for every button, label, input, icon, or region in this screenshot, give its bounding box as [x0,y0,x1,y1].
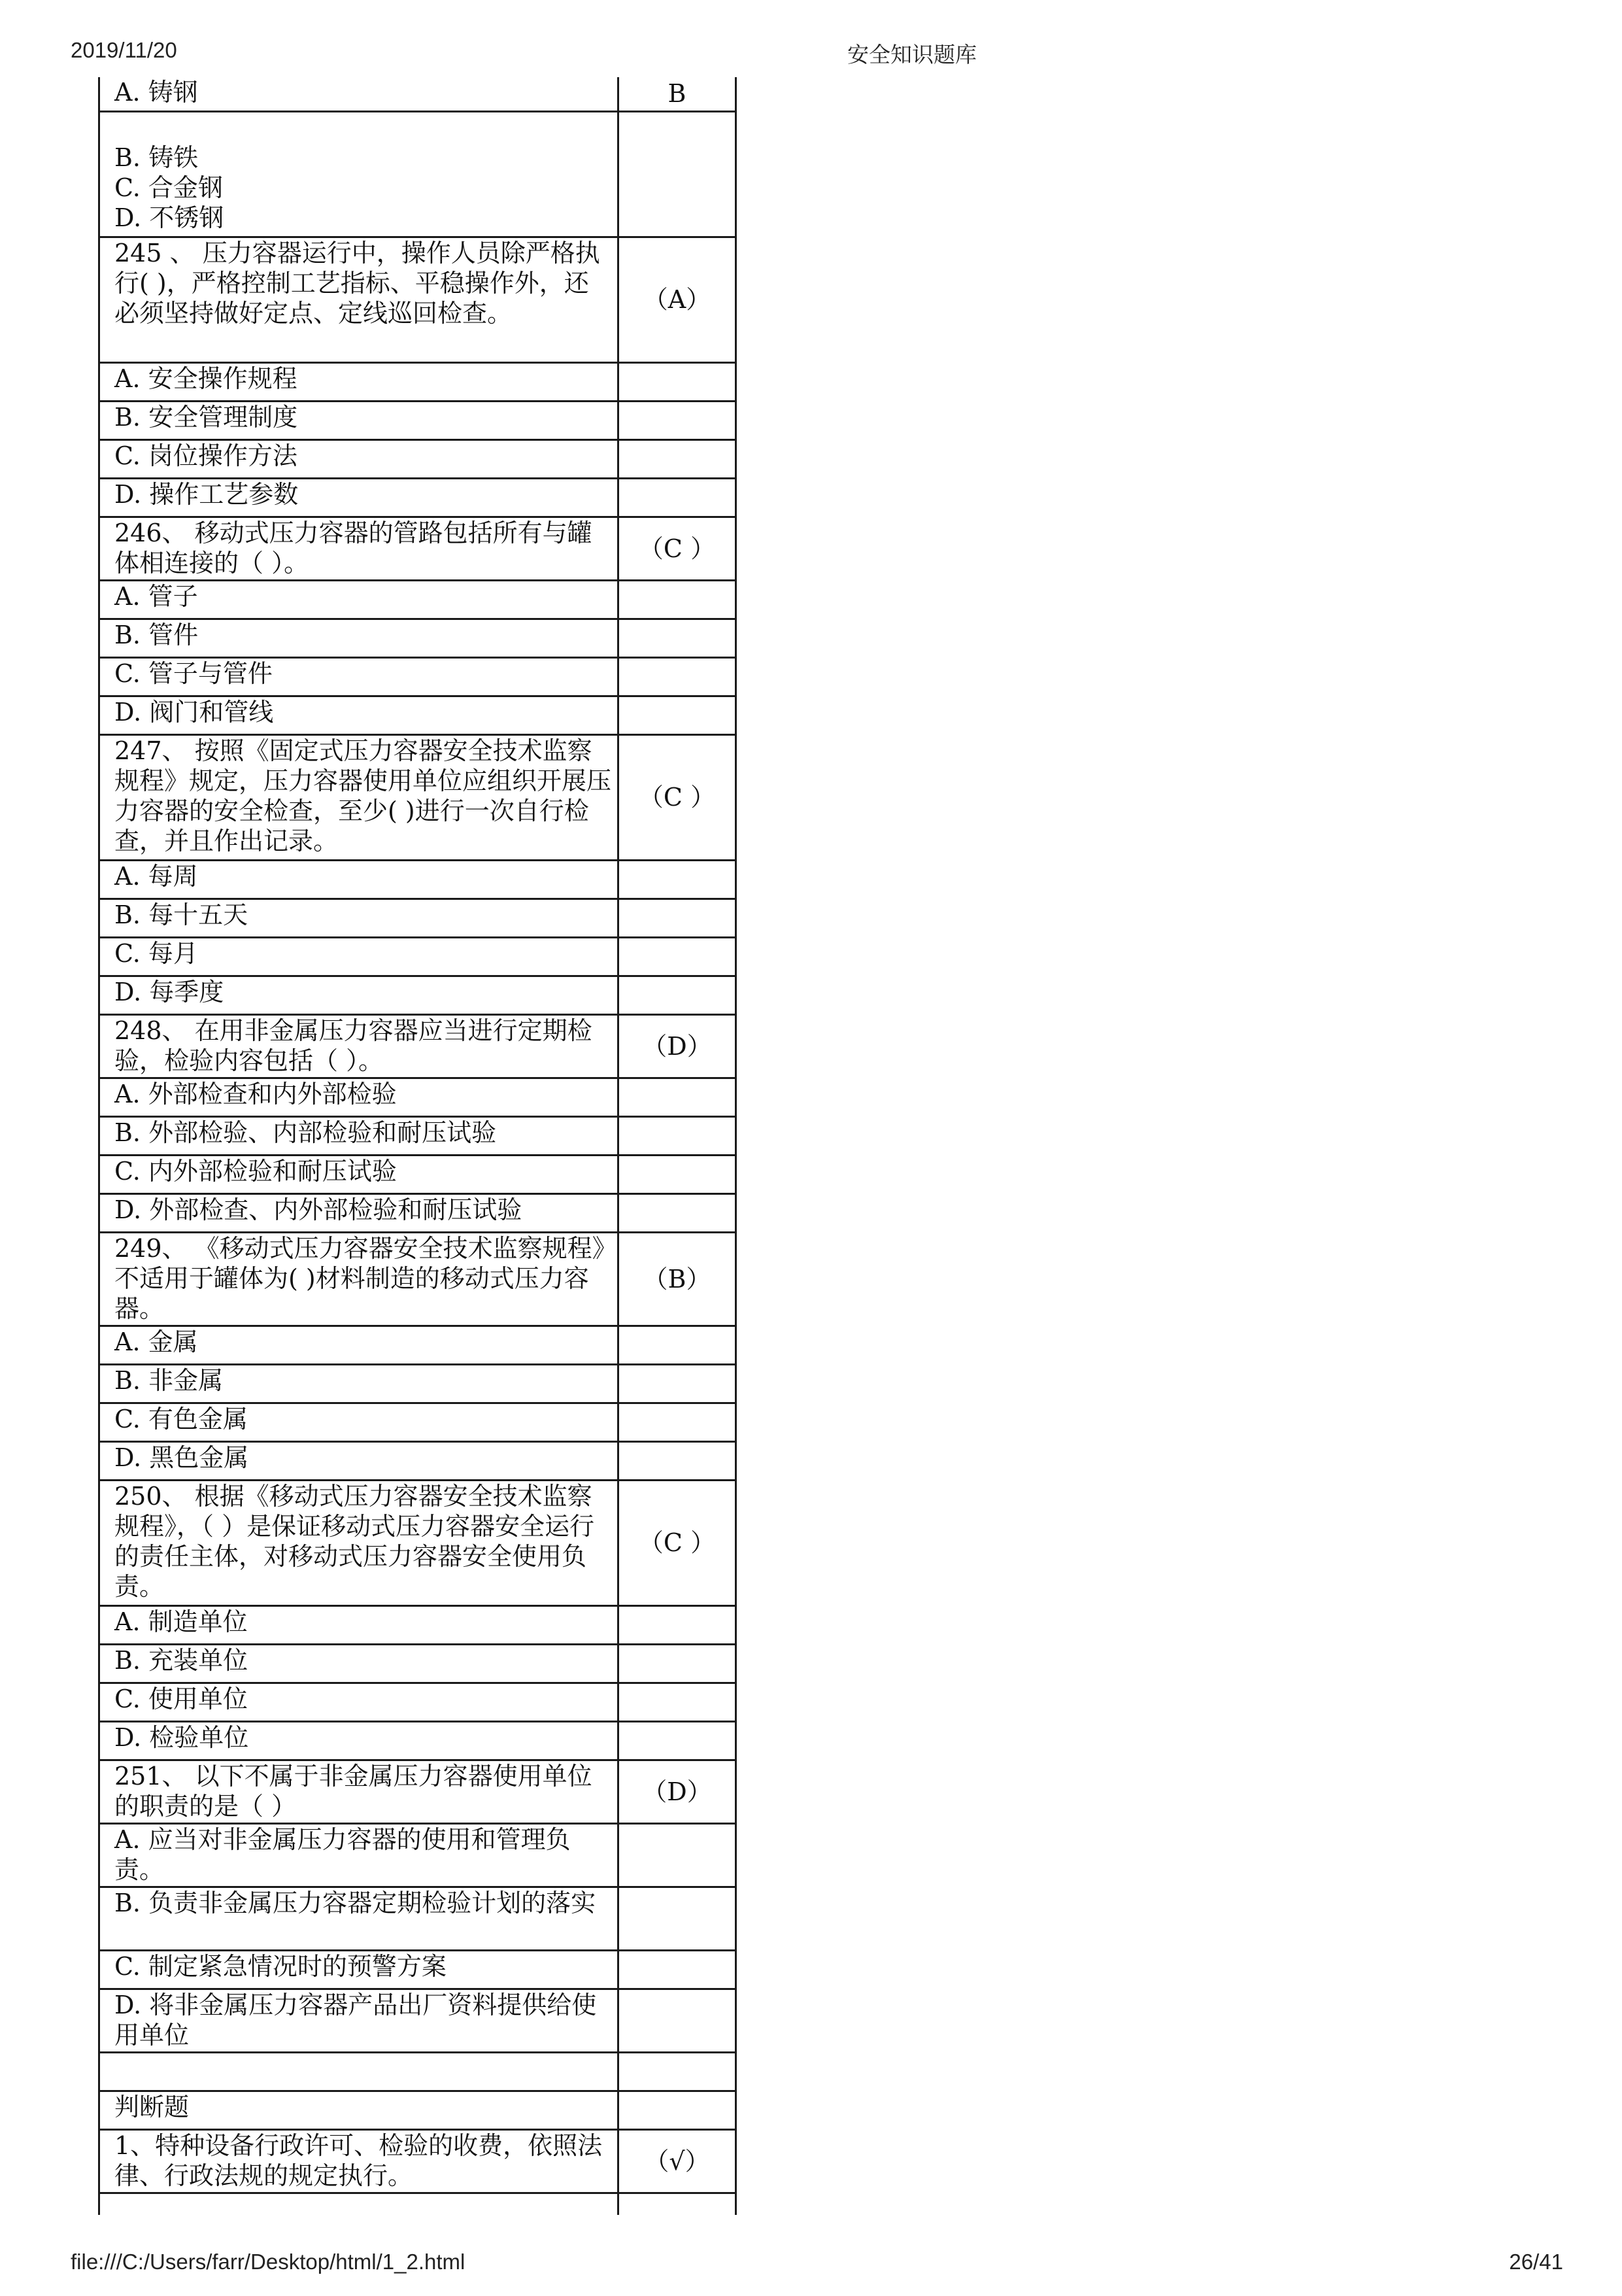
answer-cell [618,1441,736,1480]
question-cell: C. 有色金属 [99,1403,618,1441]
question-cell: D. 检验单位 [99,1721,618,1760]
question-cell: B. 每十五天 [99,899,618,937]
table-row [99,401,736,439]
table-row [99,77,736,111]
answer-cell [618,362,736,401]
question-cell: C. 内外部检验和耐压试验 [99,1155,618,1193]
question-cell: 246、 移动式压力容器的管路包括所有与罐体相连接的（ ）。 [99,517,618,580]
header-title: 安全知识题库 [847,42,977,67]
table-row [99,1480,736,1605]
answer-cell: B [618,77,736,111]
question-cell: A. 每周 [99,860,618,899]
table-row [99,1364,736,1403]
answer-cell [618,478,736,517]
question-cell: A. 应当对非金属压力容器的使用和管理负责。 [99,1823,618,1887]
answer-cell: （C ） [618,734,736,860]
answer-cell: （C ） [618,517,736,580]
table-row [99,1403,736,1441]
table-row [99,899,736,937]
question-cell: D. 操作工艺参数 [99,478,618,517]
table-row [99,1605,736,1644]
answer-cell [618,657,736,696]
table-row [99,976,736,1014]
table-row [99,1326,736,1364]
answer-cell [618,899,736,937]
table-row [99,1823,736,1887]
table-row [99,1760,736,1823]
table-row [99,1721,736,1760]
answer-cell [618,1326,736,1364]
answer-cell [618,1403,736,1441]
table-row [99,937,736,976]
question-cell: A. 铸钢 [99,77,618,111]
answer-cell: （√） [618,2129,736,2193]
question-cell: A. 制造单位 [99,1605,618,1644]
table-row [99,237,736,362]
answer-cell [618,2193,736,2215]
question-cell: C. 使用单位 [99,1683,618,1721]
table-row [99,362,736,401]
answer-cell: （A） [618,237,736,362]
answer-cell [618,1887,736,1950]
question-cell: 251、 以下不属于非金属压力容器使用单位的职责的是（ ） [99,1760,618,1823]
table-row [99,1683,736,1721]
answer-cell [618,111,736,237]
question-cell: D. 外部检查、内外部检验和耐压试验 [99,1193,618,1232]
answer-cell [618,439,736,478]
answer-cell [618,696,736,734]
question-cell: D. 阀门和管线 [99,696,618,734]
question-cell: D. 黑色金属 [99,1441,618,1480]
question-cell: 249、 《移动式压力容器安全技术监察规程》不适用于罐体为( )材料制造的移动式压力容器。 [99,1232,618,1326]
table-row [99,2091,736,2129]
table-row [99,1232,736,1326]
answer-cell [618,1644,736,1683]
question-cell: 判断题 [99,2091,618,2129]
table-row [99,1989,736,2052]
question-cell: B. 安全管理制度 [99,401,618,439]
table-row [99,619,736,657]
table-row [99,1193,736,1232]
answer-cell [618,2091,736,2129]
table-row [99,2052,736,2091]
question-cell: C. 每月 [99,937,618,976]
answer-cell [618,860,736,899]
question-cell: A. 金属 [99,1326,618,1364]
question-cell: 248、 在用非金属压力容器应当进行定期检验，检验内容包括（ ）。 [99,1014,618,1078]
question-cell: B. 管件 [99,619,618,657]
answer-cell: （B） [618,1232,736,1326]
answer-cell [618,1989,736,2052]
answer-cell [618,2052,736,2091]
answer-cell [618,976,736,1014]
footer-file-path: file:///C:/Users/farr/Desktop/html/1_2.html [71,2250,465,2274]
question-cell: B. 充装单位 [99,1644,618,1683]
question-cell: 1、特种设备行政许可、检验的收费，依照法律、行政法规的规定执行。 [99,2129,618,2193]
table-row [99,1014,736,1078]
answer-cell [618,1950,736,1989]
header-date: 2019/11/20 [71,38,177,62]
table-row [99,580,736,619]
table-row [99,1116,736,1155]
question-cell: D. 每季度 [99,976,618,1014]
table-row [99,1078,736,1116]
table-row [99,439,736,478]
answer-cell [618,1078,736,1116]
question-cell: 245 、 压力容器运行中，操作人员除严格执行( )，严格控制工艺指标、平稳操作外，还必须坚持做好定点、定线巡回检查。 [99,237,618,362]
answer-cell [618,580,736,619]
answer-cell [618,1193,736,1232]
answer-cell: （C ） [618,1480,736,1605]
table-row [99,734,736,860]
table-row [99,1441,736,1480]
question-cell: C. 制定紧急情况时的预警方案 [99,1950,618,1989]
question-cell [99,2052,618,2091]
footer-page-number: 26/41 [1509,2250,1563,2274]
answer-cell [618,401,736,439]
table-row [99,111,736,237]
answer-cell [618,1721,736,1760]
question-bank-body [99,77,736,2215]
answer-cell [618,1823,736,1887]
table-row [99,1155,736,1193]
question-cell [99,2193,618,2215]
table-row [99,2193,736,2215]
question-cell: 247、 按照《固定式压力容器安全技术监察规程》规定，压力容器使用单位应组织开展压力容器的安全检查，至少( )进行一次自行检查，并且作出记录。 [99,734,618,860]
answer-cell [618,937,736,976]
question-cell: 250、 根据《移动式压力容器安全技术监察规程》，（ ）是保证移动式压力容器安全运行的责任主体，对移动式压力容器安全使用负责。 [99,1480,618,1605]
table-row [99,478,736,517]
question-cell: A. 外部检查和内外部检验 [99,1078,618,1116]
answer-cell: （D） [618,1014,736,1078]
answer-cell [618,1155,736,1193]
table-row [99,1644,736,1683]
question-cell: C. 岗位操作方法 [99,439,618,478]
question-cell: B. 负责非金属压力容器定期检验计划的落实 [99,1887,618,1950]
question-cell: C. 管子与管件 [99,657,618,696]
question-cell: A. 管子 [99,580,618,619]
question-cell: B. 非金属 [99,1364,618,1403]
answer-cell [618,1605,736,1644]
table-row [99,1950,736,1989]
table-row [99,2129,736,2193]
question-bank-table [98,77,737,2215]
question-cell: B. 铸铁 C. 合金钢 D. 不锈钢 [99,111,618,237]
table-row [99,696,736,734]
answer-cell: （D） [618,1760,736,1823]
question-cell: B. 外部检验、内部检验和耐压试验 [99,1116,618,1155]
answer-cell [618,1116,736,1155]
table-row [99,517,736,580]
answer-cell [618,1364,736,1403]
answer-cell [618,1683,736,1721]
table-row [99,1887,736,1950]
answer-cell [618,619,736,657]
table-row [99,657,736,696]
question-cell: D. 将非金属压力容器产品出厂资料提供给使用单位 [99,1989,618,2052]
table-row [99,860,736,899]
question-cell: A. 安全操作规程 [99,362,618,401]
